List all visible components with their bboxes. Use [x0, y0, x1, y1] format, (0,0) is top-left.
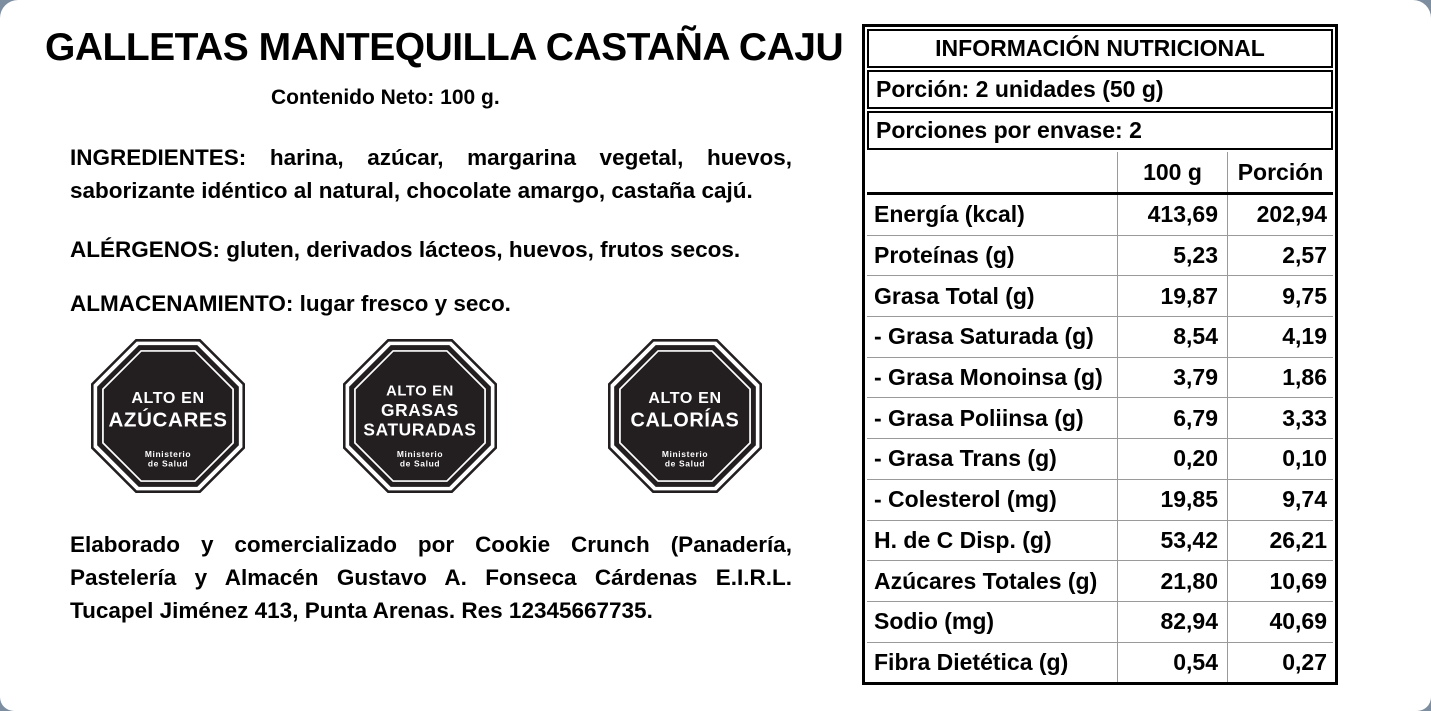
- table-row: [867, 480, 1333, 521]
- value-per-portion: 4,19: [1227, 317, 1333, 357]
- ingredients-paragraph: [70, 141, 792, 207]
- value-per-100g: 53,42: [1117, 521, 1227, 561]
- nutrient-label: Grasa Total (g): [874, 282, 1035, 309]
- column-header-100g: 100 g: [1117, 152, 1227, 192]
- nutrient-label: H. de C Disp. (g): [874, 526, 1052, 553]
- value-per-100g: 6,79: [1117, 398, 1227, 438]
- value-per-100g: 82,94: [1117, 602, 1227, 642]
- value-per-portion: 0,10: [1227, 439, 1333, 479]
- table-row: [867, 276, 1333, 317]
- column-header-row: [867, 152, 1333, 195]
- high-in-saturated-fat-seal-icon: [343, 339, 497, 493]
- octagon-seal-icon: [343, 339, 497, 493]
- value-per-portion: 3,33: [1227, 398, 1333, 438]
- storage-heading: ALMACENAMIENTO:: [70, 291, 294, 316]
- value-per-100g: 21,80: [1117, 561, 1227, 601]
- value-per-100g: 8,54: [1117, 317, 1227, 357]
- value-per-portion: 40,69: [1227, 602, 1333, 642]
- table-row: [867, 317, 1333, 358]
- table-row: [867, 561, 1333, 602]
- octagon-seal-icon: [91, 339, 245, 493]
- nutrient-label: - Grasa Trans (g): [874, 445, 1057, 472]
- nutrient-label: Energía (kcal): [874, 201, 1025, 228]
- storage-text: lugar fresco y seco.: [299, 291, 511, 316]
- servings-per-pack-row: Porciones por envase: 2: [867, 111, 1333, 150]
- value-per-100g: 413,69: [1117, 195, 1227, 235]
- seal-line1: ALTO EN: [648, 389, 722, 408]
- value-per-portion: 202,94: [1227, 195, 1333, 235]
- high-in-calories-seal-icon: [608, 339, 762, 493]
- nutrient-label: Sodio (mg): [874, 608, 995, 635]
- seal-line1: ALTO EN: [386, 383, 454, 400]
- seal-ministry-line2: de Salud: [399, 458, 441, 469]
- value-per-100g: 5,23: [1117, 236, 1227, 276]
- seal-ministry-line2: de Salud: [664, 458, 706, 469]
- table-row: [867, 602, 1333, 643]
- table-row: [867, 521, 1333, 562]
- value-per-100g: 3,79: [1117, 358, 1227, 398]
- value-per-portion: 10,69: [1227, 561, 1333, 601]
- seal-line3: SATURADAS: [363, 419, 477, 440]
- nutrient-label: - Grasa Poliinsa (g): [874, 404, 1084, 431]
- table-row: [867, 358, 1333, 399]
- allergens-paragraph: [70, 233, 792, 266]
- nutrient-label: Fibra Dietética (g): [874, 649, 1069, 676]
- seal-ministry-line2: de Salud: [147, 458, 189, 469]
- nutrition-table: [862, 24, 1338, 685]
- value-per-portion: 9,74: [1227, 480, 1333, 520]
- nutrient-label: Azúcares Totales (g): [874, 567, 1098, 594]
- seal-line1: ALTO EN: [131, 389, 205, 408]
- product-title: GALLETAS MANTEQUILLA CASTAÑA CAJU: [45, 26, 844, 69]
- octagon-seal-icon: [608, 339, 762, 493]
- table-row: [867, 398, 1333, 439]
- nutrition-table-title: INFORMACIÓN NUTRICIONAL: [867, 29, 1333, 68]
- storage-paragraph: [70, 287, 792, 320]
- seal-line2: CALORÍAS: [630, 409, 740, 432]
- value-per-portion: 26,21: [1227, 521, 1333, 561]
- allergens-text: gluten, derivados lácteos, huevos, frutos secos.: [226, 237, 741, 262]
- allergens-heading: ALÉRGENOS:: [70, 237, 221, 262]
- value-per-portion: 0,27: [1227, 643, 1333, 684]
- value-per-portion: 9,75: [1227, 276, 1333, 316]
- table-row: [867, 195, 1333, 236]
- nutrient-label: Proteínas (g): [874, 242, 1015, 269]
- net-content: Contenido Neto: 100 g.: [271, 86, 500, 109]
- ingredients-text: harina, azúcar, margarina vegetal, huevos, saborizante idéntico al natural, chocolate amargo, castaña cajú.: [70, 145, 792, 203]
- value-per-100g: 0,54: [1117, 643, 1227, 684]
- value-per-100g: 19,85: [1117, 480, 1227, 520]
- seal-line2: GRASAS: [381, 400, 459, 420]
- seal-line2: AZÚCARES: [108, 408, 228, 432]
- value-per-100g: 0,20: [1117, 439, 1227, 479]
- table-row: [867, 236, 1333, 277]
- nutrient-label: - Grasa Monoinsa (g): [874, 364, 1103, 391]
- value-per-portion: 2,57: [1227, 236, 1333, 276]
- serving-size-row: Porción: 2 unidades (50 g): [867, 70, 1333, 109]
- value-per-100g: 19,87: [1117, 276, 1227, 316]
- seal-ministry-line1: Ministerio: [396, 449, 444, 460]
- table-row: [867, 439, 1333, 480]
- seal-ministry-line1: Ministerio: [144, 449, 192, 460]
- nutrient-label: - Colesterol (mg): [874, 486, 1057, 513]
- seal-ministry-line1: Ministerio: [661, 449, 709, 460]
- table-row: [867, 643, 1333, 684]
- high-in-sugar-seal-icon: [91, 339, 245, 493]
- nutrient-label: - Grasa Saturada (g): [874, 323, 1094, 350]
- column-header-portion: Porción: [1227, 152, 1333, 192]
- ingredients-heading: INGREDIENTES:: [70, 145, 247, 170]
- manufacturer-paragraph: Elaborado y comercializado por Cookie Crunch (Panadería, Pastelería y Almacén Gustavo A. Fonseca Cárdenas E.I.R.L. Tucapel Jiménez 413, Punta Arenas. Res 12345667735.: [70, 532, 792, 623]
- value-per-portion: 1,86: [1227, 358, 1333, 398]
